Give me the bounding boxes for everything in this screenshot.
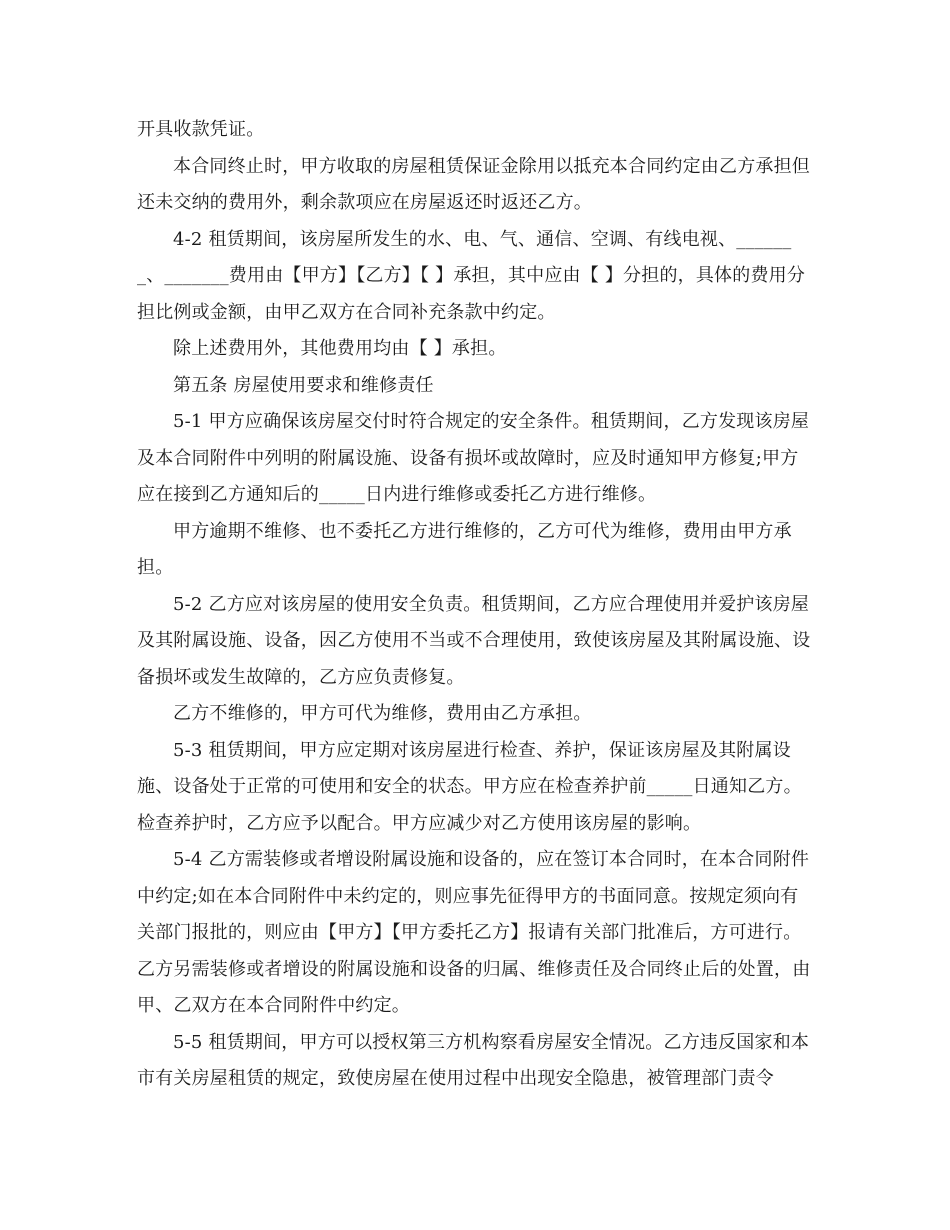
paragraph-receipt: 开具收款凭证。 xyxy=(137,119,265,140)
paragraph-clause-4-2: 4-2 租赁期间，该房屋所发生的水、电、气、通信、空调、有线电视、_______、_______费用由【甲方】【乙方】【 】承担，其中应由【 】分担的，具体的费用分担比例或金额，由甲乙双方在合同补充条款中约定。 xyxy=(137,228,806,323)
paragraph-clause-5-1: 5-1 甲方应确保该房屋交付时符合规定的安全条件。租赁期间，乙方发现该房屋及本合同附件中列明的附属设施、设备有损坏或故障时，应及时通知甲方修复;甲方应在接到乙方通知后的_____日内进行维修或委托乙方进行维修。 xyxy=(137,411,810,505)
paragraph-clause-5-3: 5-3 租赁期间，甲方应定期对该房屋进行检查、养护，保证该房屋及其附属设施、设备处于正常的可使用和安全的状态。甲方应在检查养护前_____日通知乙方。检查养护时，乙方应予以配合。甲方应减少对乙方使用该房屋的影响。 xyxy=(137,739,802,834)
section-heading-article-5: 第五条 房屋使用要求和维修责任 xyxy=(173,374,434,396)
paragraph-clause-5-4: 5-4 乙方需装修或者增设附属设施和设备的，应在签订本合同时，在本合同附件中约定;如在本合同附件中未约定的，则应事先征得甲方的书面同意。按规定须向有关部门报批的，则应由【甲方】【甲方委托乙方】报请有关部门批准后，方可进行。乙方另需装修或者增设的附属设施和设备的归属、维修责任及合同终止后的处置，由甲、乙双方在本合同附件中约定。 xyxy=(137,849,811,1016)
paragraph-tenant-no-repair: 乙方不维修的，甲方可代为维修，费用由乙方承担。 xyxy=(173,703,592,724)
paragraph-deposit-return: 本合同终止时，甲方收取的房屋租赁保证金除用以抵充本合同约定由乙方承担但还未交纳的费用外，剩余款项应在房屋返还时返还乙方。 xyxy=(137,155,810,213)
paragraph-other-fees: 除上述费用外，其他费用均由【 】承担。 xyxy=(173,338,507,359)
paragraph-landlord-overdue: 甲方逾期不维修、也不委托乙方进行维修的，乙方可代为维修，费用由甲方承担。 xyxy=(137,520,792,578)
paragraph-clause-5-2: 5-2 乙方应对该房屋的使用安全负责。租赁期间，乙方应合理使用并爱护该房屋及其附属设施、设备，因乙方使用不当或不合理使用，致使该房屋及其附属设施、设备损坏或发生故障的，乙方应负责修复。 xyxy=(137,593,811,688)
paragraph-clause-5-5: 5-5 租赁期间，甲方可以授权第三方机构察看房屋安全情况。乙方违反国家和本市有关房屋租赁的规定，致使房屋在使用过程中出现安全隐患，被管理部门责令 xyxy=(137,1031,810,1089)
document-body xyxy=(137,112,813,1098)
